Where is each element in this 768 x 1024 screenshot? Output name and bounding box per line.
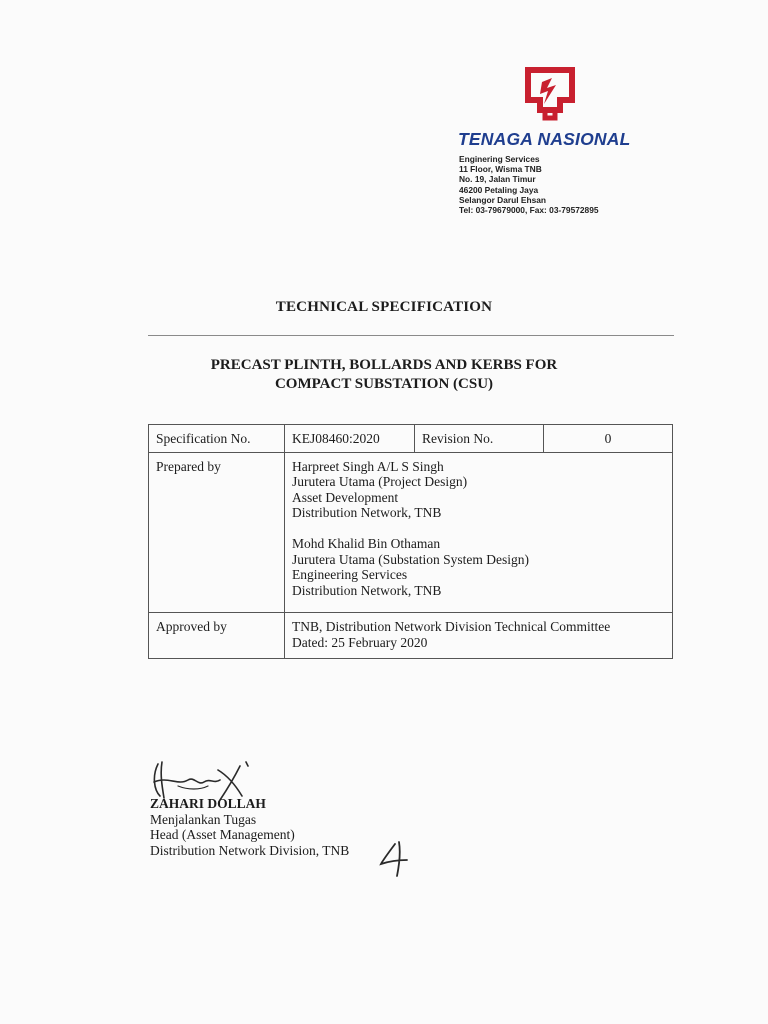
company-name: TENAGA NASIONAL — [458, 129, 631, 149]
address-line: Selangor Darul Ehsan — [459, 194, 547, 205]
preparer-line: Harpreet Singh A/L S Singh — [292, 458, 444, 474]
approved-label: Approved by — [149, 613, 285, 658]
preparer-line: Distribution Network, TNB — [292, 582, 442, 598]
table-row — [149, 425, 673, 453]
title-line: COMPACT SUBSTATION (CSU) — [274, 376, 494, 392]
approval-line: TNB, Distribution Network Division Technical Committee — [292, 619, 611, 635]
approved-value — [285, 613, 673, 658]
signatory-line: Menjalankan Tugas — [150, 811, 257, 827]
document-title — [0, 356, 768, 394]
signatory-line: Head (Asset Management) — [150, 827, 295, 843]
address-line: 11 Floor, Wisma TNB — [459, 164, 542, 175]
address-line: Tel: 03-79679000, Fax: 03-79572895 — [459, 205, 599, 216]
signatory-block — [150, 796, 349, 858]
address-line: Enginering Services — [459, 154, 540, 164]
revision-value: 0 — [544, 425, 673, 453]
title-line: PRECAST PLINTH, BOLLARDS AND KERBS FOR — [210, 357, 558, 373]
preparer-line: Distribution Network, TNB — [292, 505, 442, 521]
company-address — [459, 154, 599, 215]
spec-label: Specification No. — [149, 425, 285, 453]
title-divider — [148, 335, 674, 336]
handwritten-page-mark — [377, 840, 411, 878]
spec-value: KEJ08460:2020 — [285, 425, 415, 453]
preparer-line: Jurutera Utama (Substation System Design) — [292, 551, 529, 567]
table-row — [149, 613, 673, 658]
signatory-name: ZAHARI DOLLAH — [150, 796, 266, 811]
prepared-label: Prepared by — [149, 452, 285, 613]
tnb-logo-icon — [522, 66, 578, 122]
specification-info-table — [148, 424, 673, 659]
approval-line: Dated: 25 February 2020 — [292, 634, 428, 650]
signatory-line: Distribution Network Division, TNB — [150, 842, 350, 858]
document-type-heading: TECHNICAL SPECIFICATION — [275, 299, 493, 315]
table-row — [149, 452, 673, 613]
address-line: No. 19, Jalan Timur — [459, 174, 536, 185]
preparer-line: Mohd Khalid Bin Othaman — [292, 535, 441, 551]
preparer-line: Asset Development — [292, 489, 399, 505]
preparer-line: Engineering Services — [292, 567, 408, 583]
address-line: 46200 Petaling Jaya — [459, 184, 539, 195]
revision-label: Revision No. — [415, 425, 544, 453]
preparer-line: Jurutera Utama (Project Design) — [292, 474, 468, 490]
prepared-value — [285, 452, 673, 613]
